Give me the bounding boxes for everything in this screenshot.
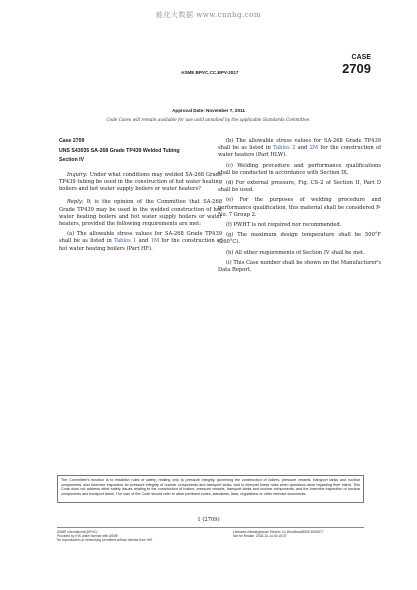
item-a: (a) The allowable stress values for SA-268 Grade TP439 shall be as listed in Tables 1 and 1M for the construction of hot water heating boilers (Part HF). — [59, 231, 222, 252]
item-a-text: (a) The allowable stress values for SA-268 Grade TP439 shall be as listed in — [59, 231, 222, 245]
footer-right-line1: Licensee=Westinghouse Electric Co Woodland/5906 5009877 — [233, 530, 324, 534]
case-label: CASE — [351, 54, 371, 61]
footer-left-line3: No reproduction or networking permitted without license from IHS — [57, 538, 153, 543]
item-b-text: (b) The allowable stress values for SA-268 Grade TP439 shall be as listed in — [218, 138, 381, 152]
footer-left-line2: Provided by IHS under license with ASME — [57, 534, 119, 539]
right-column — [218, 138, 381, 277]
committee-disclaimer: The Committee's function is to establish rules of safety, relating only to pressure integrity, governing the construction of boilers, pressure vessels, transport tanks and nuclear components, and inservice inspection for pressure integrity of nuclear components and transport tanks, and to interpret these rules when questions arise regarding their intent. This Code does not address other safety issues relating to the construction of boilers, pressure vessels, transport tanks and nuclear components, and the inservice inspection of nuclear components and transport tanks. The user of the Code should refer to other pertinent codes, standards, laws, regulations or other relevant documents. — [57, 475, 364, 503]
case-title: Case 2709 — [59, 138, 85, 144]
approval-date: Approval Date: November 7, 2011 — [172, 108, 245, 113]
item-b: (b) The allowable stress values for SA-268 Grade TP439 shall be as listed in Tables 2 and 2M for the construction of water heaters (Part HLW). — [218, 138, 381, 159]
table-2m-link[interactable]: 2M — [309, 145, 319, 152]
item-h: (h) All other requirements of Section IV shall be met. — [226, 249, 365, 256]
inquiry-paragraph — [59, 172, 222, 194]
standard-code: ASME BPVC.CC.BPV-2017 — [181, 70, 239, 75]
watermark: 能化大数据 www.cnnhg.com — [155, 11, 262, 19]
inquiry-label: Inquiry: — [67, 171, 88, 178]
reply-paragraph — [59, 199, 222, 228]
item-c: (c) Welding procedure and performance qualifications shall be conducted in accordance with Section IX. — [218, 162, 381, 176]
left-column — [59, 138, 222, 256]
reply-label: Reply: — [67, 199, 84, 206]
footer-left-line1: ASME International (BPVC) — [57, 530, 98, 534]
footer-right-line2: Not for Resale, 2018-10-14 16:15:37 — [233, 534, 287, 539]
item-i: (i) This Case number shall be shown on the Manufacturer's Data Report. — [218, 259, 381, 274]
page-number: 1 (2709) — [197, 517, 220, 523]
item-g: (g) The maximum design temperature shall be 500°F (260°C). — [218, 232, 381, 246]
item-f: (f) PWHT is not required nor recommended. — [226, 222, 342, 229]
item-d: (d) For external pressure, Fig. CS-2 of Section II, Part D shall be used. — [218, 180, 381, 194]
reply-text: It is the opinion of the Committee that SA-268 Grade TP439 may be used in the welded construction of hot water heating boilers and hot water supply boilers or water heaters, provided the following requirements are met: — [59, 199, 222, 227]
tables-2-link[interactable]: Tables 2 — [273, 145, 296, 152]
inquiry-text: Under what conditions may welded SA-268 Grade TP439 tubing be used in the construction of hot water heating boilers and hot water supply boilers or water heaters? — [59, 171, 222, 193]
case-subtitle-line2: Section IV — [59, 157, 85, 164]
footer-right — [233, 530, 324, 538]
footer-divider — [57, 527, 364, 528]
remain-note: Code Cases will remain available for use until annulled by the applicable Standards Committee. — [106, 117, 311, 122]
tables-1-link[interactable]: Tables 1 — [114, 238, 137, 245]
table-1m-link[interactable]: 1M — [150, 238, 160, 245]
item-e: (e) For the purposes of welding procedure and performance qualification, this material shall be considered P-No. 7 Group 2. — [218, 197, 381, 218]
case-number: 2709 — [342, 61, 371, 76]
footer-left — [57, 530, 152, 542]
case-subtitle-line1: UNS S43035 SA-268 Grade TP439 Welded Tubing — [59, 147, 180, 154]
